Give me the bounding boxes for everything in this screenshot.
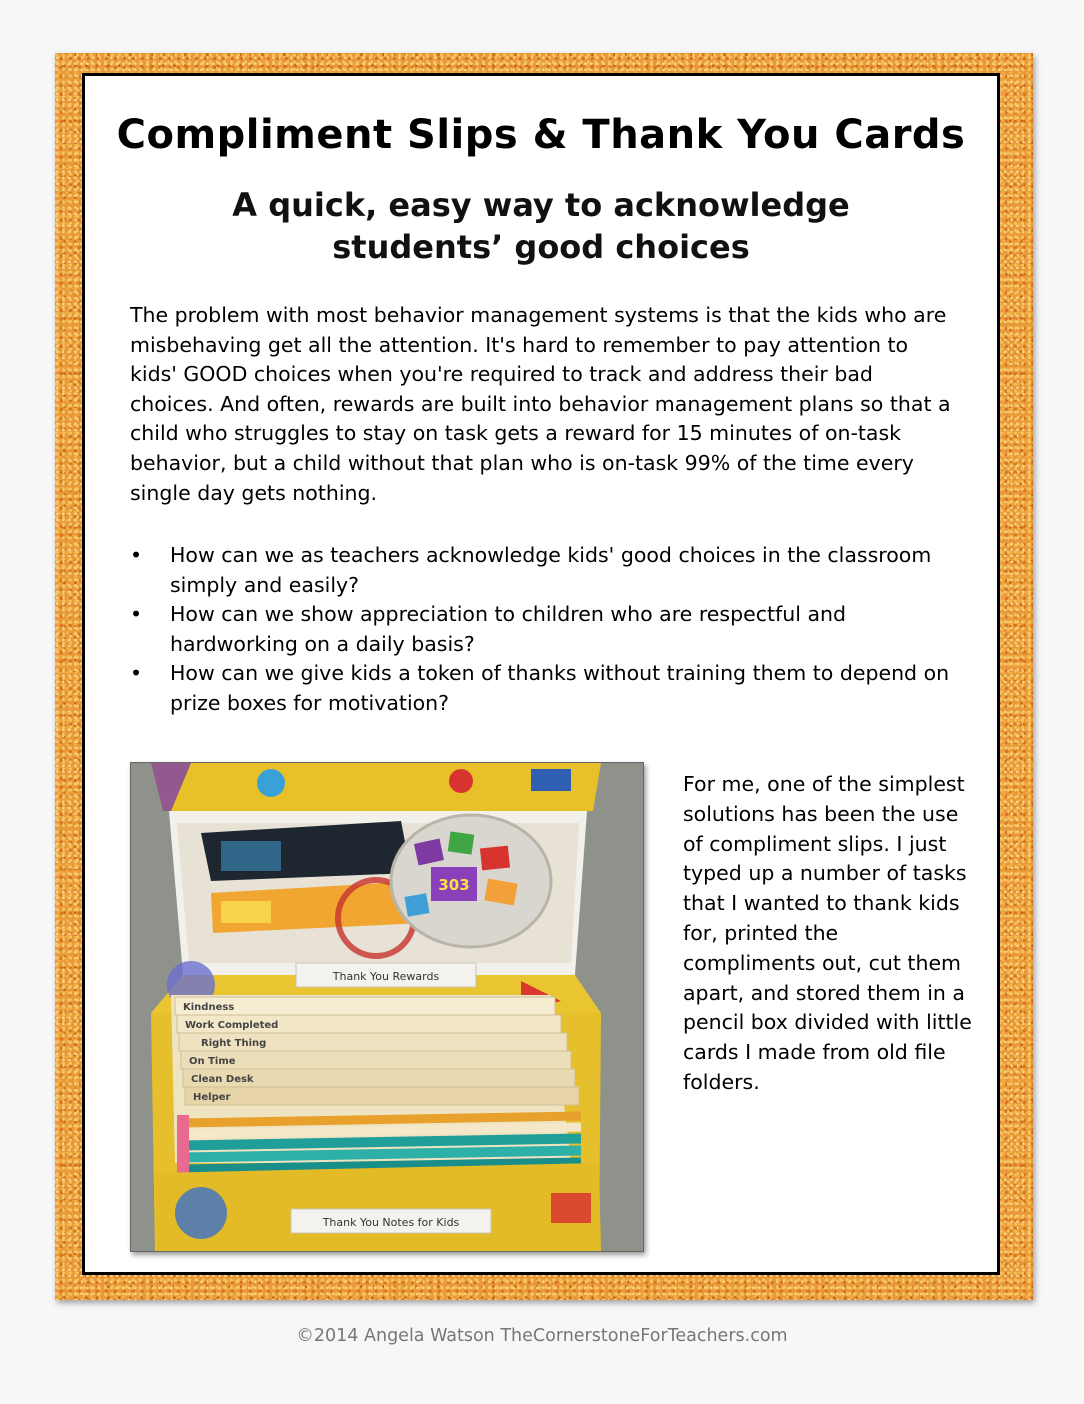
slip-card-text: 303 [438, 876, 470, 894]
list-item [130, 659, 970, 718]
subtitle-line-1: A quick, easy way to acknowledge [232, 186, 850, 224]
intro-paragraph: The problem with most behavior management systems is that the kids who are misbehaving get all the attention. It's hard to remember to pay attention to kids' GOOD choices when you're required to track and address their bad choices. And often, rewards are built into behavior management plans so that a child who struggles to stay on task gets a reward for 15 minutes of on-task behavior, but a child without that plan who is on-task 99% of the time every single day gets nothing. [130, 303, 951, 505]
divider-tab-text: Kindness [183, 1002, 235, 1013]
divider-tab-text: On Time [189, 1056, 236, 1067]
page-subtitle [85, 184, 997, 268]
list-item [130, 541, 970, 600]
question-list [130, 541, 970, 719]
subtitle-line-2: students’ good choices [332, 228, 750, 266]
bullet-glyph: • [130, 602, 143, 627]
divider-tab-text: Clean Desk [191, 1074, 254, 1085]
list-item-text: How can we show appreciation to children who are respectful and hardworking on a daily basis? [170, 602, 847, 656]
pencil-box-illustration [131, 763, 643, 1251]
divider-tab-text: Right Thing [201, 1038, 267, 1049]
list-item-text: How can we give kids a token of thanks without training them to depend on prize boxes for motivation? [170, 661, 950, 715]
page-panel [82, 73, 1000, 1275]
bullet-glyph: • [130, 543, 143, 567]
page-title: Compliment Slips & Thank You Cards [116, 112, 966, 158]
pencil-box-photo [130, 762, 644, 1252]
list-item [130, 600, 970, 659]
label-top-text: Thank You Rewards [332, 970, 440, 983]
side-paragraph: For me, one of the simplest solutions has been the use of compliment slips. I just typed up a number of tasks that I wanted to thank kids for, printed the compliments out, cut them apart, and stored them in a pencil box divided with little cards I made from old file folders. [683, 772, 972, 1094]
copyright-footer: ©2014 Angela Watson TheCornerstoneForTeachers.com [296, 1326, 788, 1346]
label-bottom-text: Thank You Notes for Kids [322, 1216, 460, 1229]
list-item-text: How can we as teachers acknowledge kids' good choices in the classroom simply and easily? [170, 543, 932, 597]
divider-tab-text: Work Completed [185, 1020, 279, 1031]
bullet-glyph: • [130, 661, 143, 686]
divider-tab-text: Helper [193, 1092, 231, 1103]
